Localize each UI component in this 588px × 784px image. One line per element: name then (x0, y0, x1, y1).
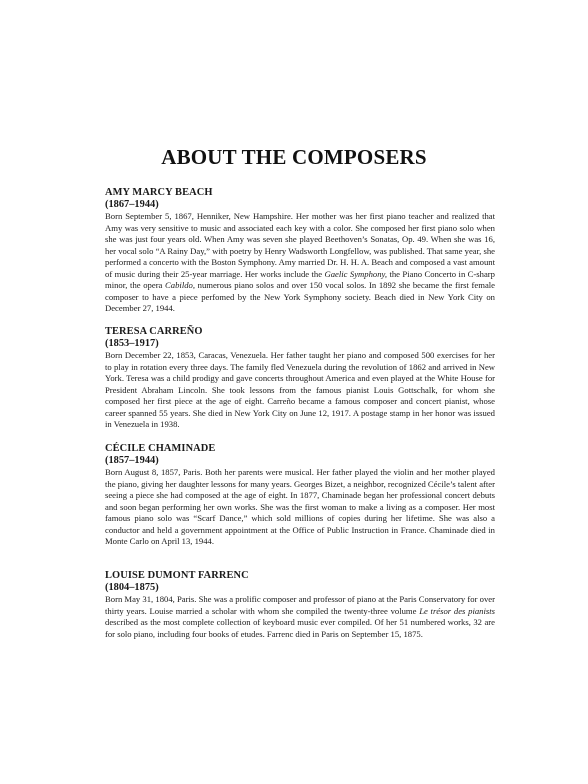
bio-text: Born August 8, 1857, Paris. Both her parents were musical. Her father played the violin and her mother played the piano, giving her daughter lessons for many years. Georges Bizet, a neighbor, recognized Cécile’s talent after seeing a piece she had composed at the age of eight. In 1877, Chaminade began her professional concert debuts and soon began performing her own works. She was the first woman to make a living as a composer. Her most famous piano solo was “Scarf Dance,” which sold millions of copies during her lifetime. She was also a conductor and held a government appointment at the Office of Public Instruction in France. Chaminade died in Monte Carlo on April 13, 1944. (105, 467, 495, 547)
bio-text: Born September 5, 1867, Henniker, New Hampshire. Her mother was her first piano teacher and realized that Amy was very sensitive to music and associated each key with a color. She composed her first piano solo when she was just four years old. When Amy was seven she played Beethoven’s Sonatas, Op. 49. When she was 16, her vocal solo “A Rainy Day,” with poetry by Henry Wadsworth Longfellow, was published. That same year, she performed a concerto with the Boston Symphony. Amy married Dr. H. H. A. Beach and composed a vast amount of music during their 25-year marriage. Her works include the (105, 211, 495, 279)
bio-text: described as the most complete collection of keyboard music ever compiled. Of her 51 numbered works, 32 are for solo piano, including four books of etudes. Farrenc died in Paris on September 15, 1875. (105, 617, 495, 639)
composer-entry-farrenc (105, 570, 495, 640)
composer-bio (105, 467, 495, 548)
composer-name: TERESA CARREÑO (105, 326, 203, 337)
page-title: ABOUT THE COMPOSERS (161, 145, 427, 169)
composer-dates: (1804–1875) (105, 582, 159, 593)
composer-entry-chaminade (105, 443, 495, 548)
composer-dates: (1857–1944) (105, 455, 159, 466)
composer-entry-carreno (105, 326, 495, 431)
bio-italic-title: Cabildo, (165, 280, 195, 291)
composer-bio (105, 350, 495, 431)
composer-name: LOUISE DUMONT FARRENC (105, 570, 249, 581)
composer-bio (105, 211, 495, 315)
composer-dates: (1867–1944) (105, 199, 159, 210)
bio-text: numerous piano solos and over 150 vocal solos. In 1892 she became the first female composer to have a piece perfomed by the New York Symphony society. Beach died in New York City on December 27, 1944. (105, 280, 496, 314)
bio-text: the Piano Concerto in C-sharp minor, the opera (105, 268, 495, 291)
composer-name: AMY MARCY BEACH (105, 187, 213, 198)
composer-dates: (1853–1917) (105, 338, 159, 349)
bio-text: Born December 22, 1853, Caracas, Venezuela. Her father taught her piano and composed 500 exercises for her to play in rotation every three days. The family fled Venezuela during the revolution of 1862 and arrived in New York. Teresa was a child prodigy and gave concerts throughout America and even played at the White House for President Abraham Lincoln. She took lessons from the famous pianist Louis Gottschalk, for whom she composed her first piece at the age of eight. Carreño became a famous composer and concert pianist, whose career spanned 55 years. She died in New York City on June 12, 1917. A postage stamp in her honor was issued in Venezuela in 1938. (105, 350, 495, 430)
composer-name: CÉCILE CHAMINADE (105, 443, 216, 454)
bio-text: Born May 31, 1804, Paris. She was a prolific composer and professor of piano at the Paris Conservatory for over thirty years. Louise married a scholar with whom she compiled the twenty-three volume (105, 594, 495, 616)
composer-entry-beach (105, 187, 495, 315)
bio-italic-title: Le trésor des pianists (419, 605, 495, 616)
composer-bio (105, 594, 495, 640)
bio-italic-title: Gaelic Symphony, (324, 268, 388, 279)
